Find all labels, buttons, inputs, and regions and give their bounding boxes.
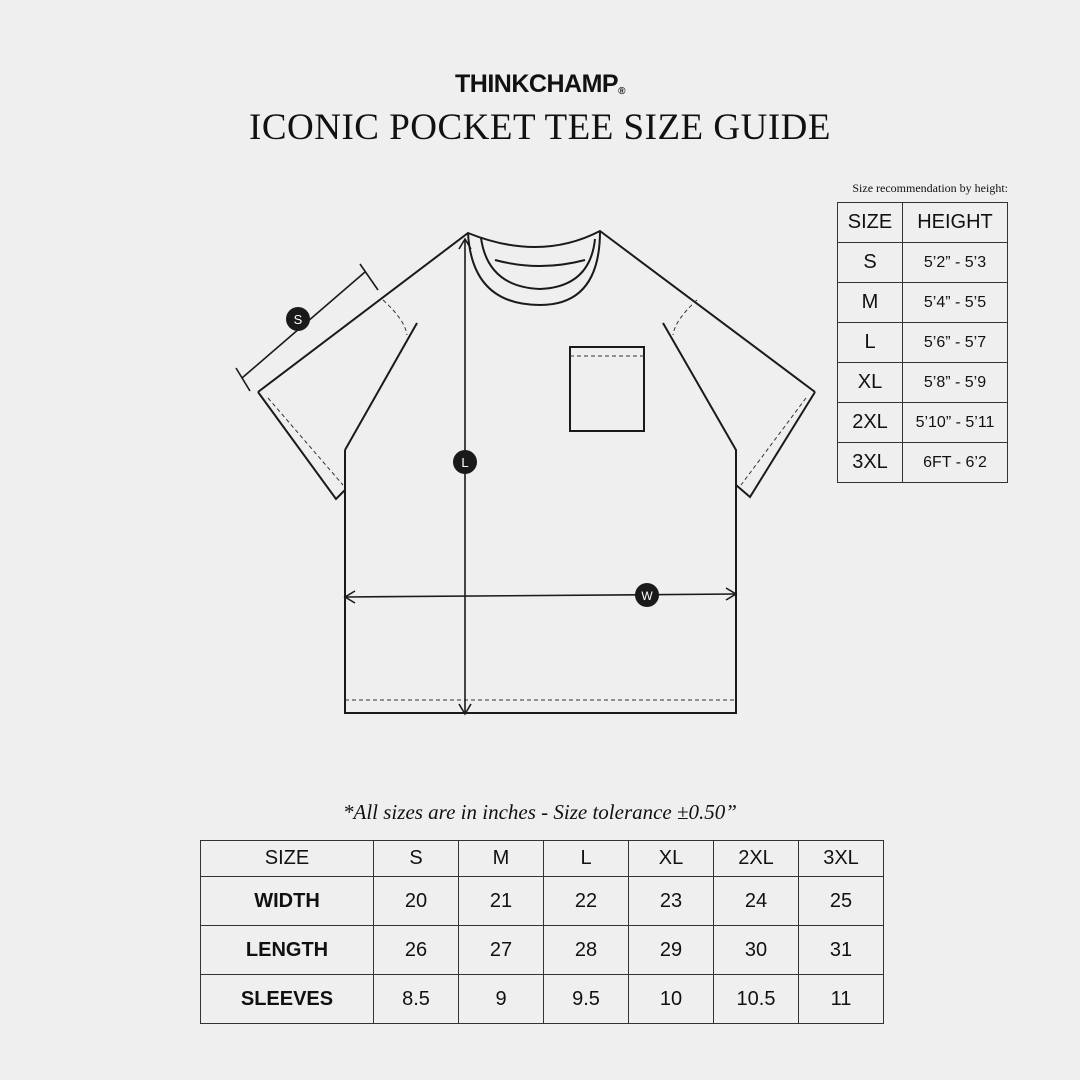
rec-height: 5’6” - 5’7	[903, 323, 1008, 363]
rec-height: 5’8” - 5’9	[903, 363, 1008, 403]
recommendation-row	[838, 403, 1008, 443]
collar-outer	[468, 231, 600, 305]
recommendation-caption: Size recommendation by height:	[852, 181, 1008, 195]
table-cell: 20	[374, 877, 459, 926]
recommendation-row	[838, 363, 1008, 403]
table-cell: 22	[544, 877, 629, 926]
size-header-row	[201, 841, 884, 877]
brand-name: THINKCHAMP	[455, 70, 619, 98]
width-marker	[635, 583, 659, 607]
recommendation-row	[838, 283, 1008, 323]
sleeve-right	[736, 392, 815, 497]
rec-size: XL	[838, 363, 903, 403]
recommendation-row	[838, 323, 1008, 363]
page-title: ICONIC POCKET TEE SIZE GUIDE	[249, 107, 831, 148]
table-cell: 8.5	[374, 975, 459, 1024]
table-cell: 9.5	[544, 975, 629, 1024]
table-row	[201, 926, 884, 975]
sleeve-marker-label: S	[293, 312, 303, 327]
sleeve-marker	[286, 307, 310, 331]
table-row	[201, 975, 884, 1024]
table-cell: 26	[374, 926, 459, 975]
rec-height: 5’2” - 5’3	[903, 243, 1008, 283]
header-size: SIZE	[838, 203, 903, 243]
column-header: S	[374, 841, 459, 877]
size-chart-table	[200, 840, 884, 1024]
rec-size: M	[838, 283, 903, 323]
shirt-body-left	[345, 323, 417, 450]
table-cell: 11	[799, 975, 884, 1024]
column-header: XL	[629, 841, 714, 877]
column-header: M	[459, 841, 544, 877]
table-row	[201, 877, 884, 926]
table-cell: 28	[544, 926, 629, 975]
column-header: 2XL	[714, 841, 799, 877]
rec-size: 2XL	[838, 403, 903, 443]
table-cell: 21	[459, 877, 544, 926]
table-cell: 9	[459, 975, 544, 1024]
rec-height: 6FT - 6’2	[903, 443, 1008, 483]
row-label-sleeves: SLEEVES	[201, 975, 374, 1024]
table-cell: 27	[459, 926, 544, 975]
width-marker-label: W	[641, 589, 653, 603]
size-tolerance-note: *All sizes are in inches - Size tolerance ±0.50”	[343, 800, 737, 824]
collar-middle	[481, 238, 595, 289]
rec-height: 5’10” - 5’11	[903, 403, 1008, 443]
rec-size: L	[838, 323, 903, 363]
column-header: SIZE	[201, 841, 374, 877]
sleeve-left	[258, 392, 345, 499]
table-cell: 30	[714, 926, 799, 975]
rec-height: 5’4” - 5’5	[903, 283, 1008, 323]
recommendation-header-row	[838, 203, 1008, 243]
length-marker	[453, 450, 477, 474]
width-line	[345, 594, 736, 597]
length-marker-label: L	[461, 455, 469, 470]
table-cell: 25	[799, 877, 884, 926]
row-label-length: LENGTH	[201, 926, 374, 975]
shirt-shoulders	[258, 231, 815, 392]
recommendation-row	[838, 243, 1008, 283]
table-cell: 10.5	[714, 975, 799, 1024]
rec-size: S	[838, 243, 903, 283]
collar-inner	[495, 260, 585, 266]
table-cell: 23	[629, 877, 714, 926]
row-label-width: WIDTH	[201, 877, 374, 926]
recommendation-row	[838, 443, 1008, 483]
column-header: L	[544, 841, 629, 877]
table-cell: 10	[629, 975, 714, 1024]
column-header: 3XL	[799, 841, 884, 877]
header-height: HEIGHT	[903, 203, 1008, 243]
table-cell: 24	[714, 877, 799, 926]
table-cell: 29	[629, 926, 714, 975]
shirt-body-right	[345, 323, 736, 713]
pocket	[570, 347, 644, 431]
registered-mark: ®	[618, 86, 625, 97]
recommendation-table	[837, 202, 1008, 483]
table-cell: 31	[799, 926, 884, 975]
rec-size: 3XL	[838, 443, 903, 483]
